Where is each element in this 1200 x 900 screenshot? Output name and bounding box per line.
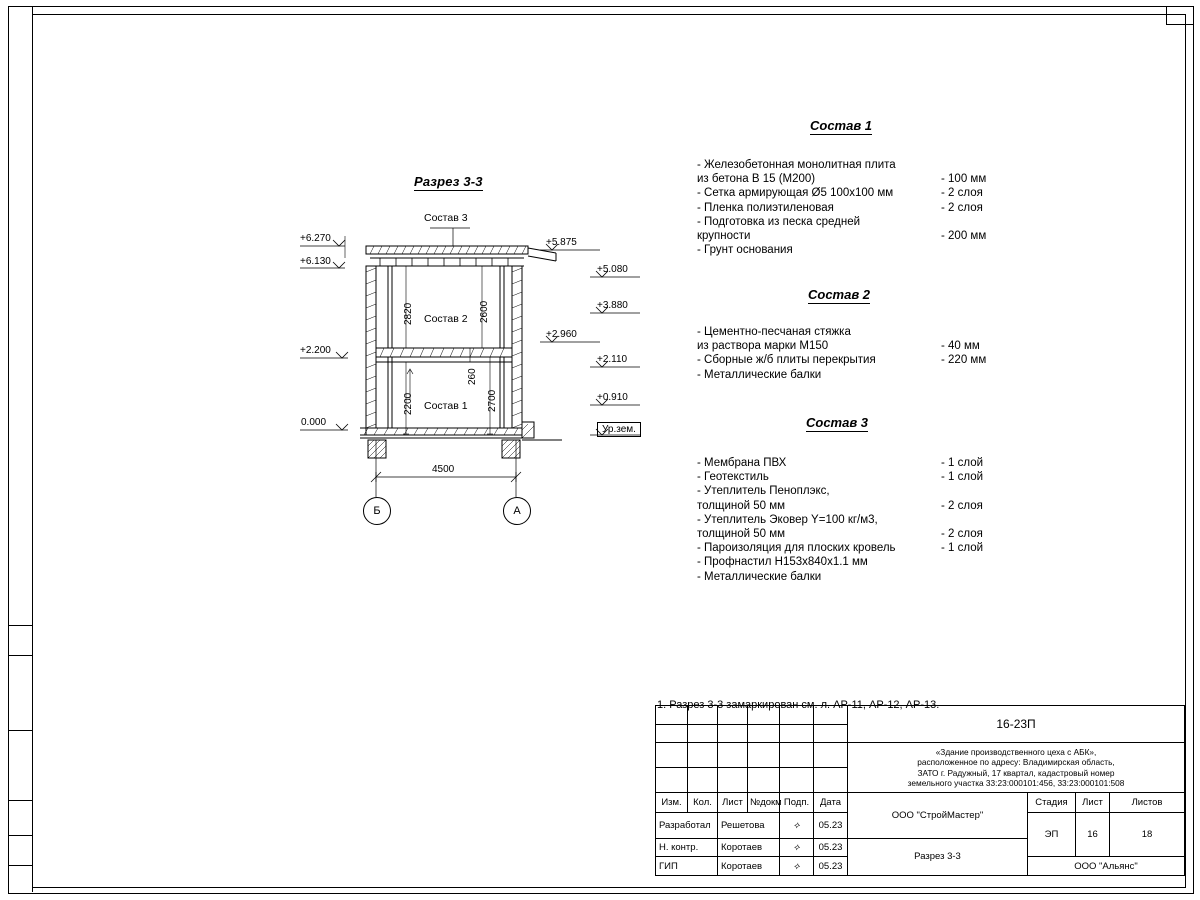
signature-gip: ⟡ — [780, 857, 814, 876]
sostav-3-row: - Пароизоляция для плоских кровель - 1 слой — [697, 542, 984, 555]
tag-sostav-2: Состав 2 — [424, 313, 468, 325]
sostav-3-row: - Утеплитель Эковер Y=100 кг/м3, — [697, 513, 878, 526]
sostav-3-list — [697, 456, 1027, 584]
revision-grid-cell — [814, 743, 848, 768]
sostav-1-row: - Подготовка из песка средней — [697, 215, 861, 228]
sheets-value: 18 — [1110, 813, 1185, 857]
axis-bubble-a: А — [503, 497, 531, 525]
dim-2820: 2820 — [403, 302, 414, 325]
revision-grid-cell — [718, 768, 748, 793]
revision-grid-cell — [814, 724, 848, 743]
dim-4500: 4500 — [432, 464, 455, 475]
level-label-right-1: +5.875 — [546, 237, 577, 248]
object-line: земельного участка 33:23:000101:456, 33:23:000101:508 — [907, 778, 1125, 789]
revision-grid-cell — [780, 706, 814, 725]
left-margin-divider-2 — [8, 655, 32, 656]
revision-grid-cell — [688, 724, 718, 743]
revision-grid-cell — [780, 743, 814, 768]
revision-grid-cell — [688, 743, 718, 768]
revision-grid-cell — [656, 768, 688, 793]
note-line-1: 1. Разрез 3-3 замаркирован см. л. АР-11, АР-12, АР-13. — [657, 699, 940, 711]
revision-grid-cell — [814, 706, 848, 725]
tag-sostav-3: Состав 3 — [424, 212, 468, 224]
sostav-1-row: - Грунт основания — [697, 244, 793, 257]
ground-level-label: Ур.зем. — [597, 422, 641, 437]
person-controller: Коротаев — [718, 838, 780, 857]
company-name: ООО "СтройМастер" — [848, 793, 1028, 838]
sostav-1-title: Состав 1 — [810, 118, 873, 133]
col-header-kol: Кол. — [688, 793, 718, 813]
stage-value: ЭП — [1028, 813, 1076, 857]
level-label-right-4: +2.960 — [546, 329, 577, 340]
sostav-2-row: - Цементно-песчаная стяжка — [697, 326, 851, 338]
role-gip: ГИП — [656, 857, 718, 876]
dim-2700: 2700 — [487, 389, 498, 412]
organization-name: ООО "Альянс" — [1028, 857, 1185, 876]
dim-2600: 2600 — [479, 300, 490, 323]
person-developer: Решетова — [718, 813, 780, 839]
date-controller: 05.23 — [814, 838, 848, 857]
object-line: расположенное по адресу: Владимирская область, — [917, 757, 1115, 768]
sostav-1-row: - Пленка полиэтиленовая - 2 слоя — [697, 201, 983, 214]
corner-mark — [1166, 6, 1193, 25]
level-label-right-3: +3.880 — [597, 300, 628, 311]
title-block-table — [655, 705, 1185, 876]
project-code: 16-23П — [848, 706, 1185, 743]
sostav-3-title: Состав 3 — [806, 415, 869, 430]
revision-grid-cell — [656, 706, 688, 725]
sostav-3-row: - Геотекстиль - 1 слой — [697, 471, 984, 484]
revision-grid-cell — [780, 768, 814, 793]
left-margin-divider-4 — [8, 800, 32, 801]
col-header-ndok: №докм — [748, 793, 780, 813]
sostav-3-row: - Утеплитель Пеноплэкс, — [697, 485, 830, 498]
sostav-1-row: крупности - 200 мм — [697, 229, 987, 242]
sostav-3-row: - Мембрана ПВХ - 1 слой — [697, 457, 984, 469]
col-header-list: Лист — [718, 793, 748, 813]
level-label-left-3: +2.200 — [300, 345, 331, 356]
sostav-2-row: из раствора марки М150 - 40 мм — [697, 340, 980, 353]
dim-260: 260 — [467, 368, 478, 385]
dim-2200: 2200 — [403, 392, 414, 415]
level-label-right-2: +5.080 — [597, 264, 628, 275]
section-title: Разрез 3-3 — [414, 174, 483, 189]
revision-grid-cell — [748, 768, 780, 793]
left-margin-divider-3 — [8, 730, 32, 731]
sostav-3-row: толщиной 50 мм - 2 слоя — [697, 527, 983, 540]
revision-grid-cell — [718, 743, 748, 768]
sostav-1-row: - Сетка армирующая Ø5 100х100 мм - 2 слоя — [697, 187, 983, 200]
sostav-1-list — [697, 158, 1027, 257]
signature-developer: ⟡ — [780, 813, 814, 839]
level-label-left-1: +6.270 — [300, 233, 331, 244]
revision-grid-cell — [748, 706, 780, 725]
revision-grid-cell — [748, 724, 780, 743]
revision-grid-cell — [814, 768, 848, 793]
stage-header: Стадия — [1028, 793, 1076, 813]
title-block — [655, 705, 1184, 876]
revision-grid-cell — [748, 743, 780, 768]
revision-grid-cell — [718, 706, 748, 725]
person-gip: Коротаев — [718, 857, 780, 876]
sheet-value: 16 — [1076, 813, 1110, 857]
revision-grid-cell — [656, 743, 688, 768]
axis-bubble-b: Б — [363, 497, 391, 525]
level-label-left-2: +6.130 — [300, 256, 331, 267]
tag-sostav-1: Состав 1 — [424, 400, 468, 412]
sostav-1-row: - Железобетонная монолитная плита — [697, 159, 896, 171]
revision-grid-cell — [656, 724, 688, 743]
revision-grid-cell — [688, 768, 718, 793]
col-header-izm: Изм. — [656, 793, 688, 813]
object-line: «Здание производственного цеха с АБК», — [935, 746, 1097, 757]
revision-grid-cell — [688, 706, 718, 725]
sheets-header: Листов — [1110, 793, 1185, 813]
left-margin-divider-5 — [8, 835, 32, 836]
level-label-right-6: +0.910 — [597, 392, 628, 403]
role-developer: Разработал — [656, 813, 718, 839]
sheet-header: Лист — [1076, 793, 1110, 813]
left-margin-divider-6 — [8, 865, 32, 866]
left-margin-divider-1 — [8, 625, 32, 626]
sostav-2-row: - Сборные ж/б плиты перекрытия - 220 мм — [697, 354, 987, 367]
level-label-left-4: 0.000 — [301, 417, 327, 428]
signature-controller: ⟡ — [780, 838, 814, 857]
revision-grid-cell — [718, 724, 748, 743]
sostav-2-row: - Металлические балки — [697, 368, 822, 381]
sostav-3-row: - Профнастил Н153х840х1.1 мм — [697, 556, 868, 569]
sostav-3-row: толщиной 50 мм - 2 слоя — [697, 499, 983, 512]
sostav-2-list — [697, 325, 1027, 382]
date-gip: 05.23 — [814, 857, 848, 876]
level-label-right-5: +2.110 — [597, 354, 628, 365]
sheet-name: Разрез 3-3 — [848, 838, 1028, 875]
sostav-1-row: из бетона В 15 (М200) - 100 мм — [697, 173, 987, 186]
sheet-left-margin — [8, 6, 33, 892]
revision-grid-cell — [780, 724, 814, 743]
col-header-data: Дата — [814, 793, 848, 813]
object-line: ЗАТО г. Радужный, 17 квартал, кадастровый номер — [917, 767, 1115, 778]
object-description — [848, 743, 1185, 793]
sostav-3-row: - Металлические балки — [697, 570, 822, 583]
col-header-podp: Подп. — [780, 793, 814, 813]
role-controller: Н. контр. — [656, 838, 718, 857]
sostav-2-title: Состав 2 — [808, 287, 871, 302]
date-developer: 05.23 — [814, 813, 848, 839]
